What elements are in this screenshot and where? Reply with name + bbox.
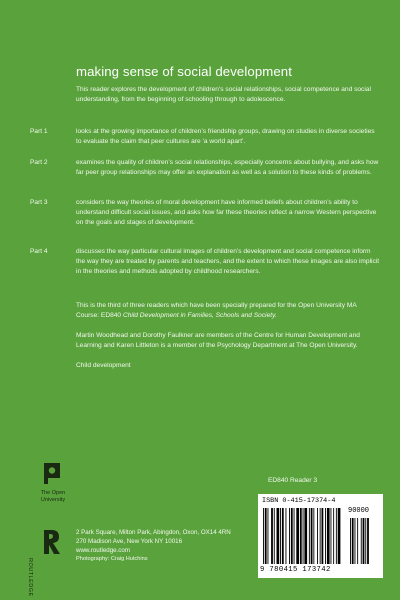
ou-line-2: University — [40, 496, 66, 503]
address-line-2: 270 Madison Ave, New York NY 10016 — [76, 538, 183, 545]
open-university-label — [33, 490, 73, 503]
part-1-label: Part 1 — [30, 128, 48, 135]
part-4-text: discusses the way particular cultural images of children’s development and social competence inform the way they are treated by parents and teachers, and the extent to which these images are also implicit in the theories and methods adopted by childhood researchers. — [76, 248, 380, 275]
publisher-address — [76, 528, 231, 564]
part-2-text: examines the quality of children’s social relationships, especially concerns about bullying, and asks how far peer group relationships may offer an explanation as well as a solution to these kinds of problems. — [76, 159, 379, 176]
barcode-digits: 9 780415 173742 — [260, 566, 331, 574]
course-title: Child Development in Families, Schools and Society. — [122, 311, 277, 319]
routledge-vertical-text: ROUTLEDGE — [27, 558, 33, 597]
part-2-label: Part 2 — [30, 159, 48, 166]
third-reader-text: This is the third of three readers which have been specially prepared for the Open University MA Course: ED840 — [76, 302, 357, 319]
part-1-text: looks at the growing importance of children’s friendship groups, drawing on studies in diverse societies to evaluate the claim that peer cultures are ‘a world apart’. — [76, 128, 375, 145]
ou-line-1: The Open — [40, 490, 66, 496]
barcode-bars-icon — [262, 508, 379, 566]
isbn-barcode — [258, 494, 383, 578]
reader-label: ED840 Reader 3 — [268, 477, 318, 484]
open-university-logo-icon — [42, 461, 62, 486]
authors-paragraph: Martin Woodhead and Dorothy Faulkner are members of the Centre for Human Development and Learning and Karen Littleton is a member of the Psychology Department at The Open University. — [76, 332, 360, 349]
routledge-logo-icon — [41, 528, 63, 556]
part-4-label: Part 4 — [30, 248, 48, 255]
title: making sense of social development — [76, 64, 292, 79]
website-link[interactable]: www.routledge.com — [76, 547, 130, 554]
price-code: 90000 — [348, 507, 370, 515]
part-3-label: Part 3 — [30, 199, 48, 206]
intro-paragraph: This reader explores the development of children’s social relationships, social competence and social understanding, from the beginning of schooling through to adolescence. — [76, 86, 371, 103]
third-reader-paragraph — [76, 301, 381, 321]
part-3-text: considers the way theories of moral development have informed beliefs about children’s ability to understand difficult social issues, and asks how far these theories reflect a narrow Western perspective on the goals and stages of development. — [76, 199, 377, 226]
address-line-1: 2 Park Square, Milton Park, Abingdon, Oxon, OX14 4RN — [76, 529, 231, 536]
photo-credit: Photography: Craig Hutchins — [76, 556, 148, 562]
subject-label: Child development — [76, 362, 131, 369]
isbn-text: ISBN 0-415-17374-4 — [262, 497, 336, 505]
